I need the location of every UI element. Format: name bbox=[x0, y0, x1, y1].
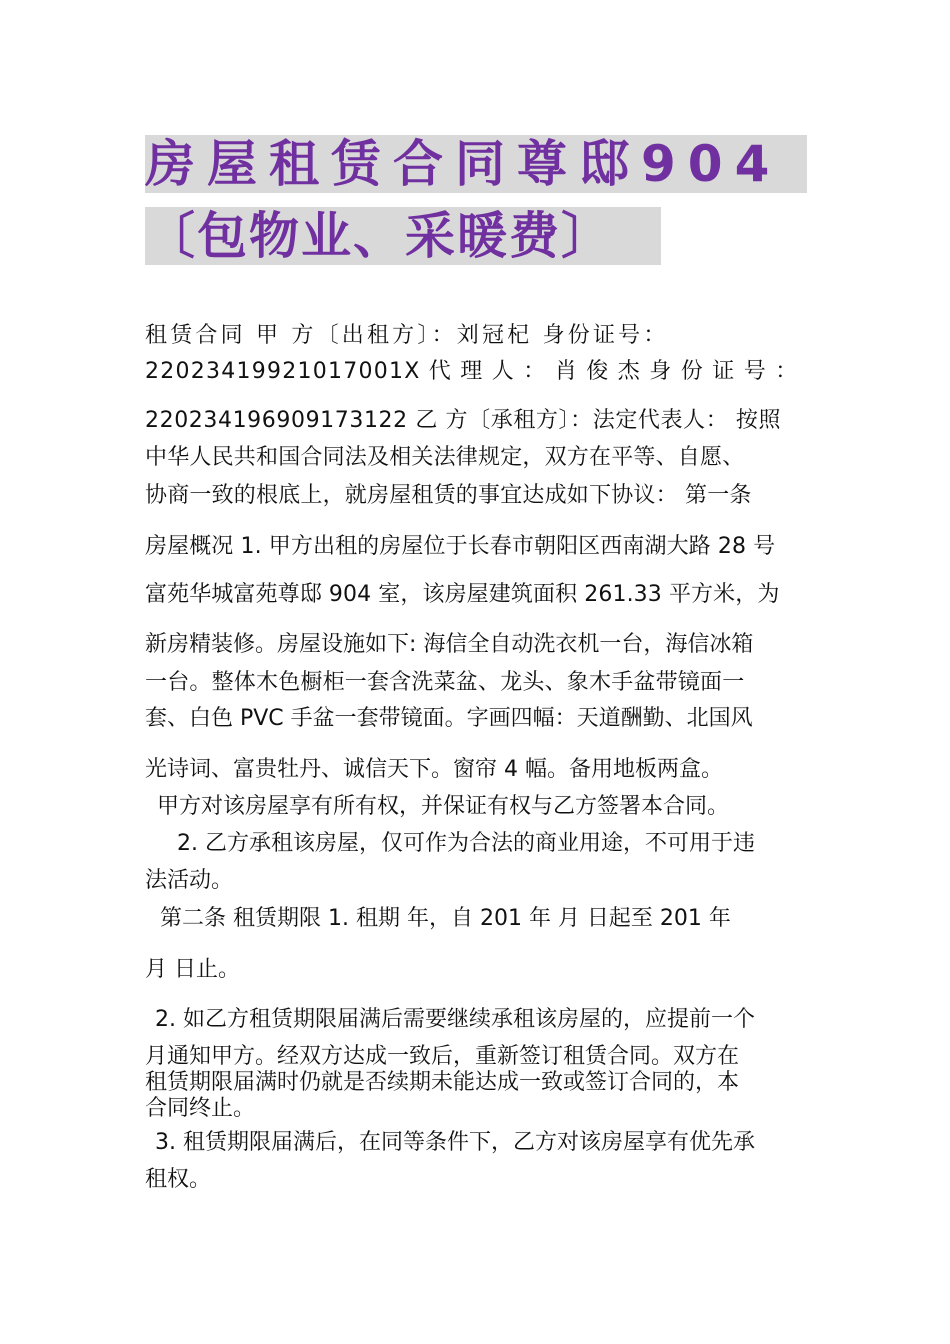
body-line-15: 第二条 租赁期限 1. 租期 年，自 201 年 月 日起至 201 年 bbox=[160, 906, 731, 931]
body-line-4: 中华人民共和国合同法及相关法律规定，双方在平等、自愿、 bbox=[145, 445, 745, 470]
document-title-line-1: 房屋租赁合同尊邸904 bbox=[145, 135, 807, 193]
body-line-17: 2. 如乙方租赁期限届满后需要继续承租该房屋的，应提前一个 bbox=[155, 1007, 755, 1032]
body-line-8: 新房精装修。房屋设施如下: 海信全自动洗衣机一台，海信冰箱 bbox=[145, 632, 754, 657]
body-line-14: 法活动。 bbox=[145, 868, 234, 893]
body-line-22: 租权。 bbox=[145, 1167, 212, 1192]
body-line-13: 2. 乙方承租该房屋，仅可作为合法的商业用途，不可用于违 bbox=[177, 831, 755, 856]
body-line-16: 月 日止。 bbox=[145, 957, 240, 982]
body-line-10: 套、白色 PVC 手盆一套带镜面。字画四幅：天道酬勤、北国风 bbox=[145, 706, 753, 731]
body-line-5: 协商一致的根底上，就房屋租赁的事宜达成如下协议： 第一条 bbox=[145, 483, 752, 508]
body-line-21: 3. 租赁期限届满后，在同等条件下，乙方对该房屋享有优先承 bbox=[155, 1130, 755, 1155]
body-line-20: 合同终止。 bbox=[145, 1096, 256, 1121]
body-line-1: 租赁合同 甲 方〔出租方〕：刘冠杞 身份证号： bbox=[145, 323, 669, 348]
body-line-12: 甲方对该房屋享有所有权，并保证有权与乙方签署本合同。 bbox=[157, 794, 730, 819]
body-line-7: 富苑华城富苑尊邸 904 室，该房屋建筑面积 261.33 平方米，为 bbox=[145, 582, 780, 607]
body-line-11: 光诗词、富贵牡丹、诚信天下。窗帘 4 幅。备用地板两盒。 bbox=[145, 757, 723, 782]
body-line-6: 房屋概况 1. 甲方出租的房屋位于长春市朝阳区西南湖大路 28 号 bbox=[145, 534, 776, 559]
body-line-2: 22023419921017001X 代 理 人 ： 肖 俊 杰 身 份 证 号 ： bbox=[145, 359, 799, 384]
body-line-19: 租赁期限届满时仍就是否续期未能达成一致或签订合同的，本 bbox=[145, 1070, 740, 1095]
body-line-18: 月通知甲方。经双方达成一致后，重新签订租赁合同。双方在 bbox=[145, 1044, 740, 1069]
body-line-3: 220234196909173122 乙 方〔承租方〕：法定代表人： 按照 bbox=[145, 408, 782, 433]
document-title-line-2: 〔包物业、采暖费〕 bbox=[145, 207, 661, 265]
body-line-9: 一台。整体木色橱柜一套含洗菜盆、龙头、象木手盆带镜面一 bbox=[145, 670, 745, 695]
